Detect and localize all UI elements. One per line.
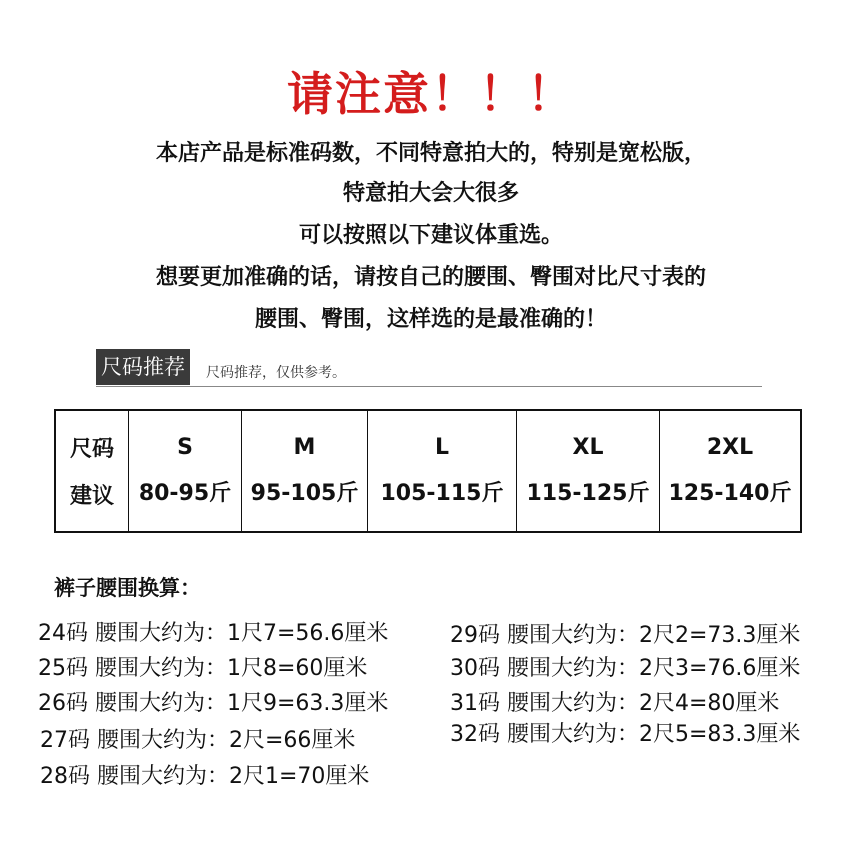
weight-range: 95-105斤: [250, 481, 359, 506]
size-recommend-header: [96, 348, 762, 387]
waist-item-26: 26码 腰围大约为：1尺9=63.3厘米: [38, 691, 389, 716]
notice-line-1: 本店产品是标准码数，不同特意拍大的，特别是宽松版，: [155, 141, 706, 166]
weight-range: 115-125斤: [526, 481, 650, 506]
waist-item-25: 25码 腰围大约为：1尺8=60厘米: [38, 656, 368, 681]
size-col-m: [242, 411, 368, 531]
size-recommend-note: 尺码推荐，仅供参考。: [206, 365, 346, 381]
size-col-2xl: [660, 411, 800, 531]
page-title: 请注意！！！: [287, 67, 575, 121]
size-col-xl: [517, 411, 660, 531]
header-suggest-label: 建议: [69, 484, 114, 509]
header-size-label: 尺码: [69, 437, 114, 462]
weight-range: 125-140斤: [668, 481, 792, 506]
notice-line-3: 可以按照以下建议体重选。: [298, 223, 563, 248]
size-label: 2XL: [706, 435, 754, 460]
size-label: M: [293, 435, 316, 460]
size-label: XL: [572, 435, 604, 460]
waist-item-24: 24码 腰围大约为：1尺7=56.6厘米: [38, 621, 389, 646]
notice-line-2: 特意拍大会大很多: [342, 181, 519, 206]
size-table-header-col: [56, 411, 129, 531]
waist-item-28: 28码 腰围大约为：2尺1=70厘米: [40, 764, 370, 789]
size-recommend-tag: 尺码推荐: [96, 349, 190, 385]
weight-range: 105-115斤: [380, 481, 504, 506]
waist-item-31: 31码 腰围大约为：2尺4=80厘米: [450, 691, 780, 716]
notice-line-4: 想要更加准确的话，请按自己的腰围、臀围对比尺寸表的: [155, 265, 706, 290]
size-label: S: [177, 435, 193, 460]
size-table: [54, 409, 802, 533]
notice-line-5: 腰围、臀围，这样选的是最准确的！: [254, 307, 607, 332]
waist-item-30: 30码 腰围大约为：2尺3=76.6厘米: [450, 656, 801, 681]
size-col-l: [368, 411, 517, 531]
waist-item-32: 32码 腰围大约为：2尺5=83.3厘米: [450, 722, 801, 747]
waist-item-29: 29码 腰围大约为：2尺2=73.3厘米: [450, 623, 801, 648]
size-col-s: [129, 411, 242, 531]
waist-item-27: 27码 腰围大约为：2尺=66厘米: [40, 728, 356, 753]
size-label: L: [434, 435, 450, 460]
waist-conversion-heading: 裤子腰围换算：: [54, 576, 201, 600]
weight-range: 80-95斤: [138, 481, 232, 506]
